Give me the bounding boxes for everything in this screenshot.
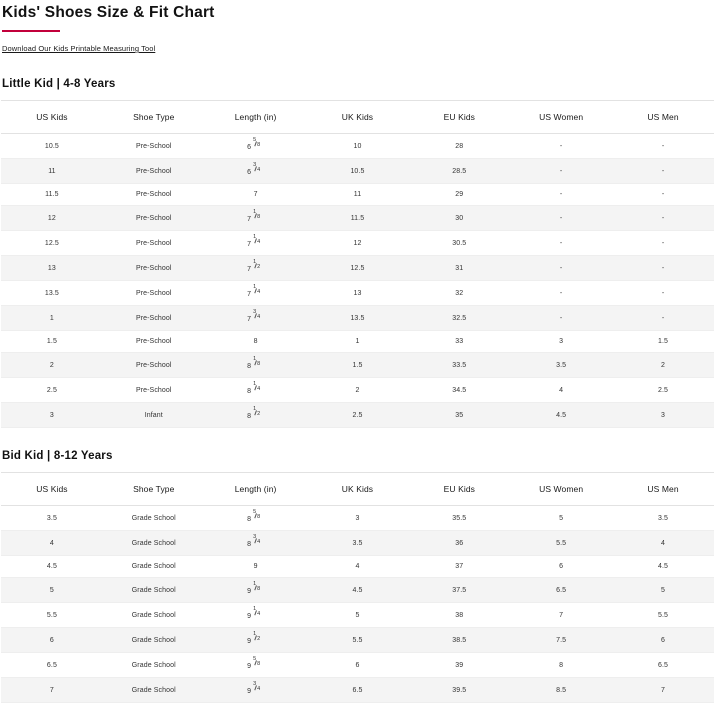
cell-length-in [205, 403, 307, 428]
column-header: US Women [510, 473, 612, 506]
column-header: UK Kids [307, 101, 409, 134]
cell-us-kids: 13 [1, 256, 103, 281]
cell-uk-kids: 12.5 [307, 256, 409, 281]
cell-shoe-type: Pre-School [103, 159, 205, 184]
column-header: US Kids [1, 101, 103, 134]
cell-uk-kids: 11 [307, 184, 409, 206]
table-row [1, 206, 714, 231]
cell-us-kids: 13.5 [1, 281, 103, 306]
title-underline-rule [2, 30, 60, 32]
cell-length-in [205, 378, 307, 403]
table-row [1, 378, 714, 403]
cell-uk-kids: 13 [307, 281, 409, 306]
cell-us-men: - [612, 206, 714, 231]
cell-length-in [205, 231, 307, 256]
cell-shoe-type: Pre-School [103, 353, 205, 378]
cell-us-kids: 5.5 [1, 603, 103, 628]
column-header: Shoe Type [103, 473, 205, 506]
length-whole: 8 [247, 541, 252, 548]
column-header: US Women [510, 101, 612, 134]
length-whole: 9 [247, 638, 252, 645]
cell-us-kids: 5 [1, 578, 103, 603]
section-heading: Bid Kid | 8-12 Years [2, 450, 113, 462]
column-header: US Men [612, 101, 714, 134]
cell-eu-kids: 28 [408, 134, 510, 159]
cell-us-men: 1.5 [612, 331, 714, 353]
cell-length-in [205, 506, 307, 531]
cell-eu-kids: 30 [408, 206, 510, 231]
cell-length-in [205, 603, 307, 628]
cell-eu-kids: 34.5 [408, 378, 510, 403]
length-whole: 9 [247, 613, 252, 620]
cell-eu-kids: 38.5 [408, 628, 510, 653]
cell-shoe-type: Pre-School [103, 184, 205, 206]
cell-shoe-type: Grade School [103, 628, 205, 653]
cell-uk-kids: 5.5 [307, 628, 409, 653]
table-row [1, 653, 714, 678]
cell-shoe-type: Grade School [103, 578, 205, 603]
cell-us-men: 4 [612, 531, 714, 556]
cell-shoe-type: Grade School [103, 603, 205, 628]
cell-us-kids: 2 [1, 353, 103, 378]
cell-shoe-type: Pre-School [103, 206, 205, 231]
column-header: US Kids [1, 473, 103, 506]
cell-us-kids: 7 [1, 678, 103, 703]
fraction: 1 4 [253, 284, 261, 295]
cell-us-men: 2 [612, 353, 714, 378]
cell-us-women: 6.5 [510, 578, 612, 603]
cell-us-women: - [510, 159, 612, 184]
cell-shoe-type: Grade School [103, 678, 205, 703]
fraction: 5 8 [253, 656, 261, 667]
cell-shoe-type: Pre-School [103, 378, 205, 403]
length-whole: 9 [247, 688, 252, 695]
table-row [1, 159, 714, 184]
section-heading: Little Kid | 4-8 Years [2, 78, 116, 90]
table-row [1, 353, 714, 378]
cell-uk-kids: 4.5 [307, 578, 409, 603]
printable-measuring-tool-link[interactable]: Download Our Kids Printable Measuring Tool [2, 44, 156, 53]
cell-eu-kids: 39 [408, 653, 510, 678]
cell-uk-kids: 10 [307, 134, 409, 159]
cell-eu-kids: 32 [408, 281, 510, 306]
cell-us-women: 3 [510, 331, 612, 353]
cell-us-kids: 3.5 [1, 506, 103, 531]
cell-eu-kids: 32.5 [408, 306, 510, 331]
fraction: 5 8 [253, 509, 261, 520]
length-whole: 7 [247, 316, 252, 323]
table-row [1, 256, 714, 281]
table-row [1, 184, 714, 206]
table-row [1, 506, 714, 531]
column-header: Length (in) [205, 101, 307, 134]
cell-uk-kids: 3.5 [307, 531, 409, 556]
cell-us-women: - [510, 306, 612, 331]
fraction: 3 4 [253, 534, 261, 545]
cell-eu-kids: 31 [408, 256, 510, 281]
cell-us-men: 3 [612, 403, 714, 428]
cell-length-in [205, 306, 307, 331]
cell-shoe-type: Grade School [103, 556, 205, 578]
fraction: 1 2 [253, 631, 261, 642]
length-whole: 8 [247, 413, 252, 420]
fraction: 3 4 [253, 309, 261, 320]
table-row [1, 531, 714, 556]
cell-uk-kids: 1 [307, 331, 409, 353]
fraction: 1 2 [253, 406, 261, 417]
length-whole: 7 [253, 191, 258, 198]
size-chart-table [1, 100, 714, 428]
cell-eu-kids: 37 [408, 556, 510, 578]
fraction: 1 4 [253, 234, 261, 245]
cell-us-kids: 1 [1, 306, 103, 331]
cell-us-kids: 12.5 [1, 231, 103, 256]
table-row [1, 306, 714, 331]
table-row [1, 603, 714, 628]
cell-eu-kids: 29 [408, 184, 510, 206]
table-row [1, 403, 714, 428]
cell-uk-kids: 3 [307, 506, 409, 531]
cell-eu-kids: 33.5 [408, 353, 510, 378]
cell-us-kids: 1.5 [1, 331, 103, 353]
cell-us-women: 5.5 [510, 531, 612, 556]
cell-eu-kids: 35.5 [408, 506, 510, 531]
table-row [1, 578, 714, 603]
cell-uk-kids: 11.5 [307, 206, 409, 231]
column-header: US Men [612, 473, 714, 506]
cell-eu-kids: 35 [408, 403, 510, 428]
cell-length-in [205, 281, 307, 306]
cell-us-women: 5 [510, 506, 612, 531]
cell-shoe-type: Pre-School [103, 134, 205, 159]
cell-us-women: - [510, 231, 612, 256]
cell-us-kids: 11 [1, 159, 103, 184]
cell-us-men: 6.5 [612, 653, 714, 678]
table-row [1, 331, 714, 353]
table-row [1, 281, 714, 306]
length-whole: 8 [247, 363, 252, 370]
length-whole: 6 [247, 169, 252, 176]
cell-us-men: - [612, 231, 714, 256]
fraction: 3 4 [253, 681, 261, 692]
cell-uk-kids: 4 [307, 556, 409, 578]
cell-us-kids: 6 [1, 628, 103, 653]
column-header: EU Kids [408, 101, 510, 134]
cell-us-women: 8.5 [510, 678, 612, 703]
cell-length-in [205, 331, 307, 353]
cell-uk-kids: 2 [307, 378, 409, 403]
cell-us-kids: 10.5 [1, 134, 103, 159]
fraction: 5 8 [253, 137, 261, 148]
length-whole: 7 [247, 291, 252, 298]
cell-us-men: 3.5 [612, 506, 714, 531]
cell-eu-kids: 37.5 [408, 578, 510, 603]
length-whole: 7 [247, 216, 252, 223]
cell-shoe-type: Grade School [103, 506, 205, 531]
cell-uk-kids: 1.5 [307, 353, 409, 378]
cell-length-in [205, 531, 307, 556]
fraction: 1 4 [253, 381, 261, 392]
cell-us-women: 7.5 [510, 628, 612, 653]
length-whole: 9 [247, 663, 252, 670]
table-header-row [1, 101, 714, 134]
cell-shoe-type: Pre-School [103, 306, 205, 331]
cell-length-in [205, 256, 307, 281]
cell-eu-kids: 30.5 [408, 231, 510, 256]
cell-length-in [205, 578, 307, 603]
column-header: Length (in) [205, 473, 307, 506]
cell-us-men: - [612, 256, 714, 281]
cell-uk-kids: 12 [307, 231, 409, 256]
cell-us-men: 7 [612, 678, 714, 703]
cell-us-kids: 12 [1, 206, 103, 231]
cell-us-women: 7 [510, 603, 612, 628]
cell-uk-kids: 2.5 [307, 403, 409, 428]
column-header: EU Kids [408, 473, 510, 506]
cell-us-men: 5 [612, 578, 714, 603]
length-whole: 6 [247, 144, 252, 151]
cell-us-men: - [612, 159, 714, 184]
cell-us-women: - [510, 281, 612, 306]
cell-uk-kids: 13.5 [307, 306, 409, 331]
cell-eu-kids: 38 [408, 603, 510, 628]
cell-us-men: - [612, 184, 714, 206]
cell-shoe-type: Pre-School [103, 231, 205, 256]
cell-eu-kids: 28.5 [408, 159, 510, 184]
fraction: 1 2 [253, 259, 261, 270]
cell-us-women: - [510, 256, 612, 281]
table-row [1, 556, 714, 578]
cell-us-women: 6 [510, 556, 612, 578]
length-whole: 7 [247, 266, 252, 273]
fraction: 1 8 [253, 581, 261, 592]
cell-eu-kids: 33 [408, 331, 510, 353]
cell-us-men: 6 [612, 628, 714, 653]
length-whole: 7 [247, 241, 252, 248]
page-title: Kids' Shoes Size & Fit Chart [2, 4, 215, 21]
cell-length-in [205, 678, 307, 703]
cell-us-men: 2.5 [612, 378, 714, 403]
fraction: 1 8 [253, 209, 261, 220]
size-chart-table [1, 472, 714, 703]
cell-us-kids: 4 [1, 531, 103, 556]
cell-length-in [205, 159, 307, 184]
length-whole: 9 [253, 563, 258, 570]
cell-eu-kids: 39.5 [408, 678, 510, 703]
table-row [1, 231, 714, 256]
chart-sections [0, 78, 715, 703]
cell-us-men: - [612, 306, 714, 331]
cell-shoe-type: Pre-School [103, 256, 205, 281]
table-row [1, 134, 714, 159]
cell-length-in [205, 206, 307, 231]
length-whole: 8 [247, 516, 252, 523]
cell-shoe-type: Grade School [103, 531, 205, 556]
cell-shoe-type: Pre-School [103, 331, 205, 353]
cell-eu-kids: 36 [408, 531, 510, 556]
length-whole: 8 [253, 338, 258, 345]
cell-length-in [205, 184, 307, 206]
fraction: 3 4 [253, 162, 261, 173]
cell-us-kids: 4.5 [1, 556, 103, 578]
column-header: UK Kids [307, 473, 409, 506]
cell-us-women: - [510, 134, 612, 159]
cell-length-in [205, 556, 307, 578]
cell-us-women: 4 [510, 378, 612, 403]
cell-us-kids: 11.5 [1, 184, 103, 206]
table-header-row [1, 473, 714, 506]
cell-us-men: - [612, 134, 714, 159]
cell-us-kids: 2.5 [1, 378, 103, 403]
table-row [1, 678, 714, 703]
cell-us-women: 3.5 [510, 353, 612, 378]
cell-us-women: 4.5 [510, 403, 612, 428]
cell-length-in [205, 653, 307, 678]
cell-shoe-type: Infant [103, 403, 205, 428]
cell-shoe-type: Grade School [103, 653, 205, 678]
cell-us-women: - [510, 184, 612, 206]
length-whole: 8 [247, 388, 252, 395]
cell-us-women: - [510, 206, 612, 231]
cell-uk-kids: 6 [307, 653, 409, 678]
cell-us-kids: 3 [1, 403, 103, 428]
fraction: 1 4 [253, 606, 261, 617]
cell-uk-kids: 5 [307, 603, 409, 628]
cell-uk-kids: 6.5 [307, 678, 409, 703]
cell-us-women: 8 [510, 653, 612, 678]
length-whole: 9 [247, 588, 252, 595]
cell-length-in [205, 628, 307, 653]
cell-length-in [205, 353, 307, 378]
cell-uk-kids: 10.5 [307, 159, 409, 184]
cell-us-kids: 6.5 [1, 653, 103, 678]
table-row [1, 628, 714, 653]
fraction: 1 8 [253, 356, 261, 367]
cell-shoe-type: Pre-School [103, 281, 205, 306]
cell-us-men: 5.5 [612, 603, 714, 628]
column-header: Shoe Type [103, 101, 205, 134]
cell-us-men: - [612, 281, 714, 306]
cell-length-in [205, 134, 307, 159]
cell-us-men: 4.5 [612, 556, 714, 578]
